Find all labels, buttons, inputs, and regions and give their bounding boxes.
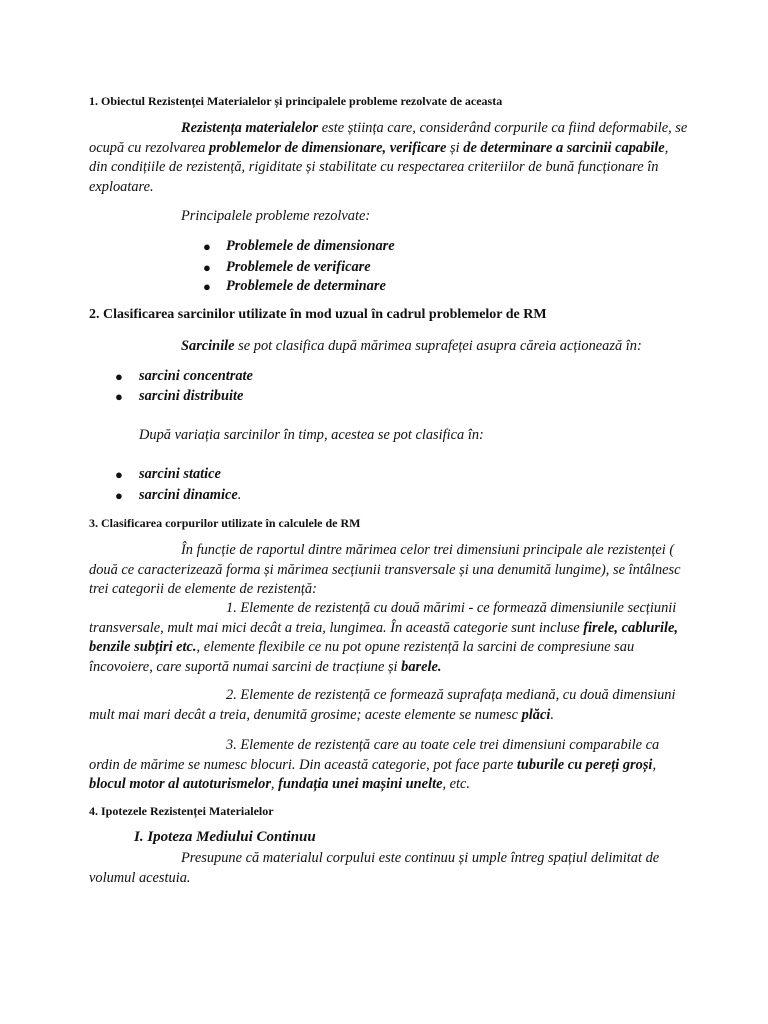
list-item: sarcini concentrate xyxy=(139,368,253,384)
section-4-paragraph: Presupune că materialul corpului este continuu și umple întreg spațiul delimitat de volumul acestuia. xyxy=(89,850,660,886)
section-2-heading: 2. Clasificarea sarcinilor utilizate în mod uzual în cadrul problemelor de RM xyxy=(89,307,547,322)
bullet-icon: ● xyxy=(203,239,211,254)
section-2-intro-2: După variația sarcinilor în timp, acestea se pot clasifica în: xyxy=(139,427,484,443)
section-2-intro: Sarcinile se pot clasifica după mărimea suprafeței asupra căreia acționează în: xyxy=(181,338,642,354)
section-3-paragraph: În funcție de raportul dintre mărimea celor trei dimensiuni principale ale rezistenței ( două ce caracterizează forma și mărimea secțiunii transversale și una denumită lungime), se întâlnesc trei categorii de elemente de rezistență: xyxy=(89,542,681,598)
bullet-icon: ● xyxy=(115,467,123,482)
element-category-2: 2. Elemente de rezistență ce formează suprafața mediană, cu două dimensiuni mult mai mari decât a treia, denumită grosime; aceste elemente se numesc plăci. xyxy=(89,687,676,723)
bullet-icon: ● xyxy=(203,260,211,275)
list-item: sarcini distribuite xyxy=(139,388,244,404)
bullet-icon: ● xyxy=(115,389,123,404)
section-4-heading: 4. Ipotezele Rezistenței Materialelor xyxy=(89,804,274,818)
section-1-paragraph: Rezistența materialelor este știința care, considerând corpurile ca fiind deformabile, se ocupă cu rezolvarea problemelor de dimensionare, verificare și de determinare a sarcinii capabile, din condițiile de rezistență, rigiditate și stabilitate cu respectarea criteriilor de bună funcționare în exploatare. xyxy=(89,120,688,195)
section-1-heading: 1. Obiectul Rezistenței Materialelor și principalele probleme rezolvate de aceasta xyxy=(89,94,503,108)
list-item: sarcini statice xyxy=(139,466,221,482)
bullet-icon: ● xyxy=(115,488,123,503)
bullet-icon: ● xyxy=(115,369,123,384)
list-item: sarcini dinamice. xyxy=(139,487,242,503)
section-4-subheading: I. Ipoteza Mediului Continuu xyxy=(134,829,316,845)
list-item: Problemele de determinare xyxy=(226,278,386,294)
bullet-icon: ● xyxy=(203,279,211,294)
list-item: Problemele de verificare xyxy=(226,259,371,275)
section-3-heading: 3. Clasificarea corpurilor utilizate în calculele de RM xyxy=(89,516,361,530)
element-category-3: 3. Elemente de rezistență care au toate cele trei dimensiuni comparabile ca ordin de mărime se numesc blocuri. Din această categorie, pot face parte tuburile cu pereți groși, blocul motor al autoturismelor, fundația unei mașini unelte, etc. xyxy=(89,737,660,793)
element-category-1: 1. Elemente de rezistență cu două mărimi - ce formează dimensiunile secțiunii transversale, mult mai mici decât a treia, lungimea. În această categorie sunt incluse firele, cablurile, benzile subțiri etc., elemente flexibile ce nu pot opune rezistență la sarcini de compresiune sau încovoiere, care suportă numai sarcini de tracțiune și barele. xyxy=(89,600,678,675)
list-item: Problemele de dimensionare xyxy=(226,238,395,254)
section-1-intro: Principalele probleme rezolvate: xyxy=(181,208,371,224)
